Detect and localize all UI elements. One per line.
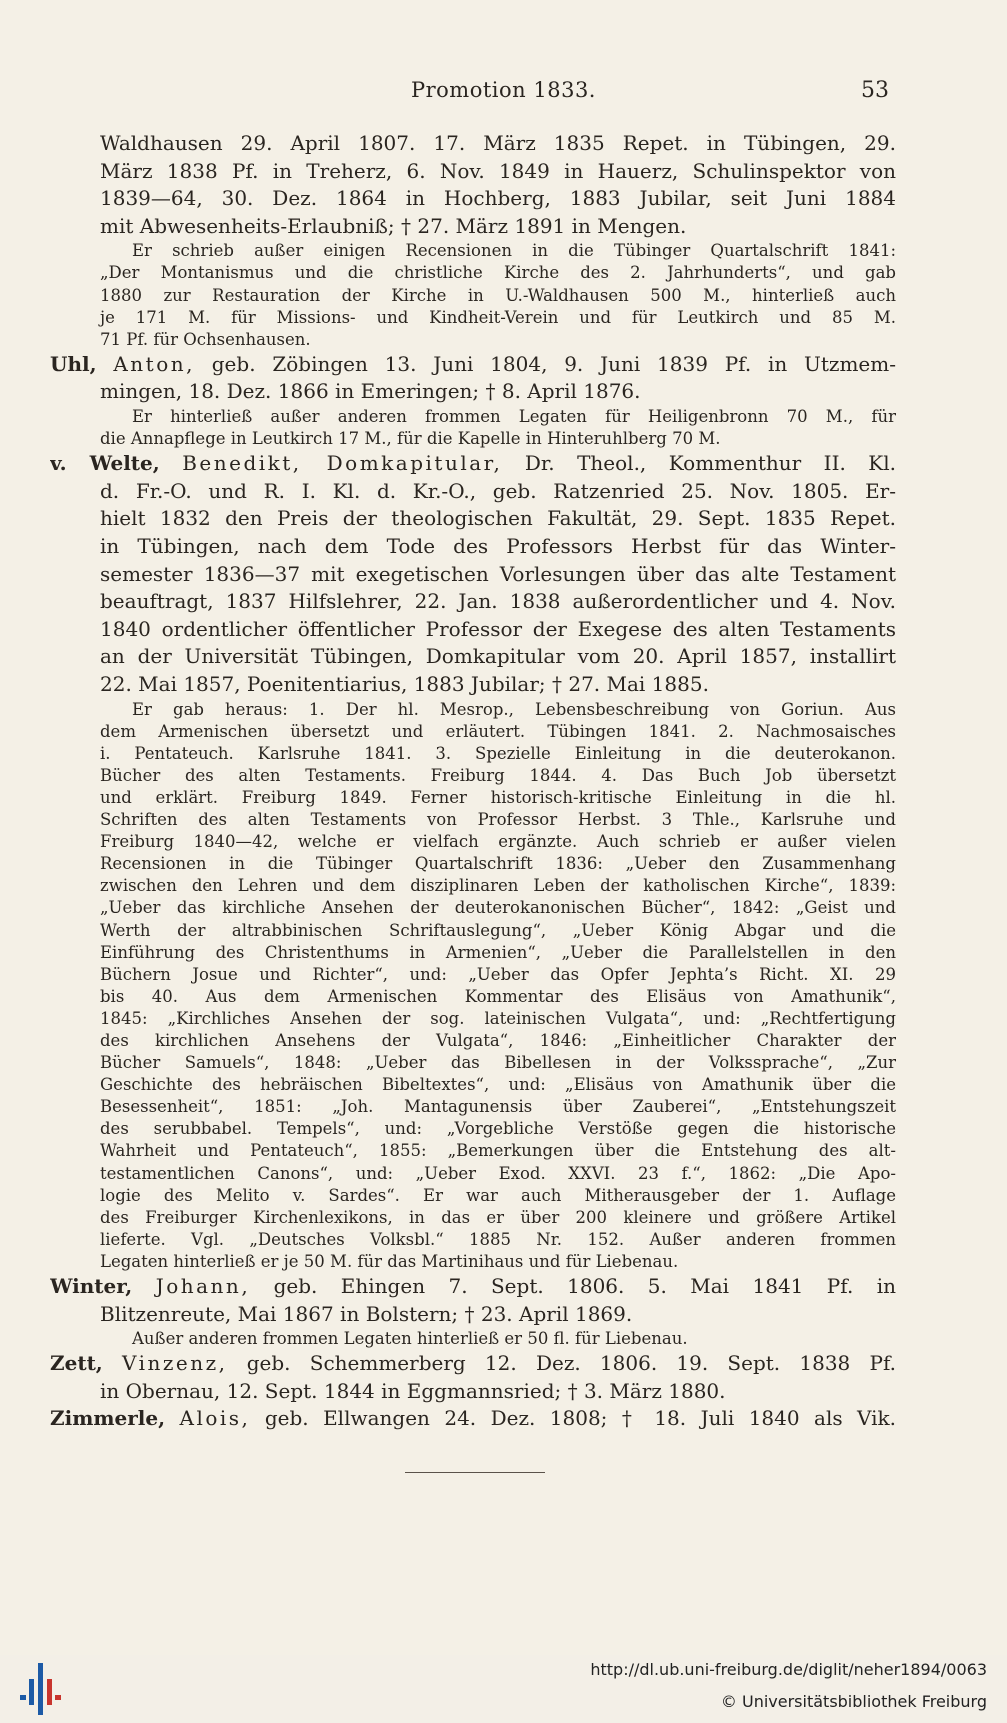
copyright-notice: © Universitätsbibliothek Freiburg: [720, 1692, 987, 1711]
note-line: 1845: „Kirchliches Ansehen der sog. lateinischen Vulgata“, und: „Rechtfertigung: [100, 1008, 896, 1028]
note-line: Recensionen in die Tübinger Quartalschrift 1836: „Ueber den Zusammenhang: [100, 854, 896, 874]
entry-line: [50, 1350, 896, 1378]
note-line: des Freiburger Kirchenlexikons, in das er über 200 kleinere und größere Artikel: [100, 1207, 896, 1227]
entry-line: [50, 1405, 896, 1433]
note-line: Er schrieb außer einigen Recensionen in die Tübinger Quartalschrift 1841:: [132, 241, 896, 261]
entry-given-name: Vinzenz,: [121, 1351, 228, 1376]
note-line: i. Pentateuch. Karlsruhe 1841. 3. Spezielle Einleitung in die deuterokanon.: [100, 743, 896, 763]
note-line: Er gab heraus: 1. Der hl. Mesrop., Lebensbeschreibung von Goriun. Aus: [132, 699, 896, 719]
entry-line: mit Abwesenheits-Erlaubniß; † 27. März 1891 in Mengen.: [100, 213, 687, 238]
entry-zimmerle: [50, 1405, 896, 1433]
entry-line: in Obernau, 12. Sept. 1844 in Eggmannsried; † 3. März 1880.: [100, 1378, 726, 1403]
page-body: [50, 130, 896, 1433]
note-line: Er hinterließ außer anderen frommen Legaten für Heiligenbronn 70 M., für: [132, 407, 896, 427]
entry-winter: [50, 1273, 896, 1350]
note-line: 1880 zur Restauration der Kirche in U.-Waldhausen 500 M., hinterließ auch: [100, 285, 896, 305]
entry-line: [50, 1273, 896, 1301]
note-line: Freiburg 1840—42, welche er vielfach ergänzte. Auch schrieb er außer vielen: [100, 832, 896, 852]
entry-uhl: [50, 351, 896, 450]
note-line: Geschichte des hebräischen Bibeltextes“, und: „Elisäus von Amathunik über die: [100, 1075, 896, 1095]
entry-zett: [50, 1350, 896, 1405]
entry-text: geb. Ehingen 7. Sept. 1806. 5. Mai 1841 Pf. in: [250, 1274, 896, 1298]
entry-given-name: Benedikt, Domkapitular,: [182, 451, 503, 476]
footer: [0, 1655, 1007, 1723]
source-url-link[interactable]: http://dl.ub.uni-freiburg.de/diglit/neher1894/0063: [590, 1660, 987, 1679]
entry-surname: v. Welte,: [50, 451, 160, 476]
note-line: Büchern Josue und Richter“, und: „Ueber das Opfer Jephta’s Richt. XI. 29: [100, 964, 896, 984]
note-line: bis 40. Aus dem Armenischen Kommentar des Elisäus von Amathunik“,: [100, 986, 896, 1006]
entry-surname: Winter,: [50, 1274, 133, 1298]
running-title: Promotion 1833.: [411, 78, 596, 102]
note-line: logie des Melito v. Sardes“. Er war auch Mitherausgeber der 1. Auflage: [100, 1185, 896, 1205]
note-line: Schriften des alten Testaments von Professor Herbst. 3 Thle., Karlsruhe und: [100, 810, 896, 830]
note-line: Bücher Samuels“, 1848: „Ueber das Bibellesen in der Volkssprache“, „Zur: [100, 1053, 896, 1073]
entry-given-name: Alois,: [179, 1406, 251, 1431]
note-line: „Ueber das kirchliche Ansehen der deuterokanonischen Bücher“, 1842: „Geist und: [100, 898, 896, 918]
entry-text: Dr. Theol., Kommenthur II. Kl.: [502, 451, 896, 476]
page-number: 53: [861, 78, 889, 103]
note-line: des serubbabel. Tempels“, und: „Vorgebliche Verstöße gegen die historische: [100, 1119, 896, 1139]
entry-line: 1840 ordentlicher öffentlicher Professor der Exegese des alten Testaments: [100, 616, 896, 641]
ub-freiburg-logo-icon[interactable]: [18, 1659, 62, 1719]
entry-surname: Uhl,: [50, 351, 97, 376]
note-line: Bücher des alten Testaments. Freiburg 1844. 4. Das Buch Job übersetzt: [100, 765, 896, 785]
entry-line: 1839—64, 30. Dez. 1864 in Hochberg, 1883 Jubilar, seit Juni 1884: [100, 186, 896, 211]
note-line: testamentlichen Canons“, und: „Ueber Exod. XXVI. 23 f.“, 1862: „Die Apo-: [100, 1163, 896, 1183]
entry-line: [50, 351, 896, 379]
entry-given-name: Johann,: [155, 1274, 251, 1298]
entry-surname: Zimmerle,: [50, 1406, 166, 1431]
entry-line: an der Universität Tübingen, Domkapitular vom 20. April 1857, installirt: [100, 644, 896, 669]
note-line: und erklärt. Freiburg 1849. Ferner historisch-kritische Einleitung in die hl.: [100, 787, 896, 807]
entry-line: semester 1836—37 mit exegetischen Vorlesungen über das alte Testament: [100, 561, 896, 586]
note-line: zwischen den Lehren und dem disziplinaren Leben der katholischen Kirche“, 1839:: [100, 876, 896, 896]
note-line: Legaten hinterließ er je 50 M. für das Martinihaus und für Liebenau.: [100, 1251, 679, 1271]
note-line: Wahrheit und Pentateuch“, 1855: „Bemerkungen über die Entstehung des alt-: [100, 1141, 896, 1161]
note-line: die Annapflege in Leutkirch 17 M., für die Kapelle in Hinteruhlberg 70 M.: [100, 429, 721, 449]
entry-line: beauftragt, 1837 Hilfslehrer, 22. Jan. 1838 außerordentlicher und 4. Nov.: [100, 589, 896, 614]
note-line: lieferte. Vgl. „Deutsches Volksbl.“ 1885 Nr. 152. Außer anderen frommen: [100, 1229, 896, 1249]
entry-line: Blitzenreute, Mai 1867 in Bolstern; † 23. April 1869.: [100, 1301, 633, 1326]
entry-surname: Zett,: [50, 1351, 103, 1376]
entry-text: geb. Ellwangen 24. Dez. 1808; † 18. Juli 1840 als Vik.: [250, 1406, 896, 1431]
note-line: Außer anderen frommen Legaten hinterließ er 50 fl. für Liebenau.: [132, 1329, 688, 1349]
section-divider: [405, 1472, 545, 1473]
entry-line: [50, 450, 896, 478]
note-line: des kirchlichen Ansehens der Vulgata“, 1846: „Einheitlicher Charakter der: [100, 1030, 896, 1050]
page-header: [0, 78, 1007, 108]
note-line: je 171 M. für Missions- und Kindheit-Verein und für Leutkirch und 85 M.: [100, 307, 896, 327]
entry-given-name: Anton,: [113, 351, 195, 376]
entry-text: geb. Zöbingen 13. Juni 1804, 9. Juni 1839 Pf. in Utzmem-: [194, 351, 896, 376]
note-line: 71 Pf. für Ochsenhausen.: [100, 329, 311, 349]
entry-line: d. Fr.-O. und R. I. Kl. d. Kr.-O., geb. Ratzenried 25. Nov. 1805. Er-: [100, 478, 896, 503]
entry-text: geb. Schemmerberg 12. Dez. 1806. 19. Sept. 1838 Pf.: [227, 1351, 896, 1376]
entry-continuation: [50, 130, 896, 351]
note-line: Werth der altrabbinischen Schriftauslegung“, „Ueber König Abgar und die: [100, 920, 896, 940]
note-line: dem Armenischen übersetzt und erläutert. Tübingen 1841. 2. Nachmosaisches: [100, 721, 896, 741]
entry-line: mingen, 18. Dez. 1866 in Emeringen; † 8. April 1876.: [100, 379, 641, 404]
entry-line: März 1838 Pf. in Treherz, 6. Nov. 1849 in Hauerz, Schulinspektor von: [100, 158, 896, 183]
entry-line: hielt 1832 den Preis der theologischen Fakultät, 29. Sept. 1835 Repet.: [100, 506, 896, 531]
entry-welte: [50, 450, 896, 1273]
note-line: Einführung des Christenthums in Armenien“, „Ueber die Parallelstellen in den: [100, 942, 896, 962]
entry-line: Waldhausen 29. April 1807. 17. März 1835 Repet. in Tübingen, 29.: [100, 131, 896, 155]
entry-line: in Tübingen, nach dem Tode des Professors Herbst für das Winter-: [100, 534, 896, 558]
note-line: „Der Montanismus und die christliche Kirche des 2. Jahrhunderts“, und gab: [100, 263, 896, 283]
entry-line: 22. Mai 1857, Poenitentiarius, 1883 Jubilar; † 27. Mai 1885.: [100, 671, 709, 696]
note-line: Besessenheit“, 1851: „Joh. Mantagunensis über Zauberei“, „Entstehungszeit: [100, 1097, 896, 1117]
